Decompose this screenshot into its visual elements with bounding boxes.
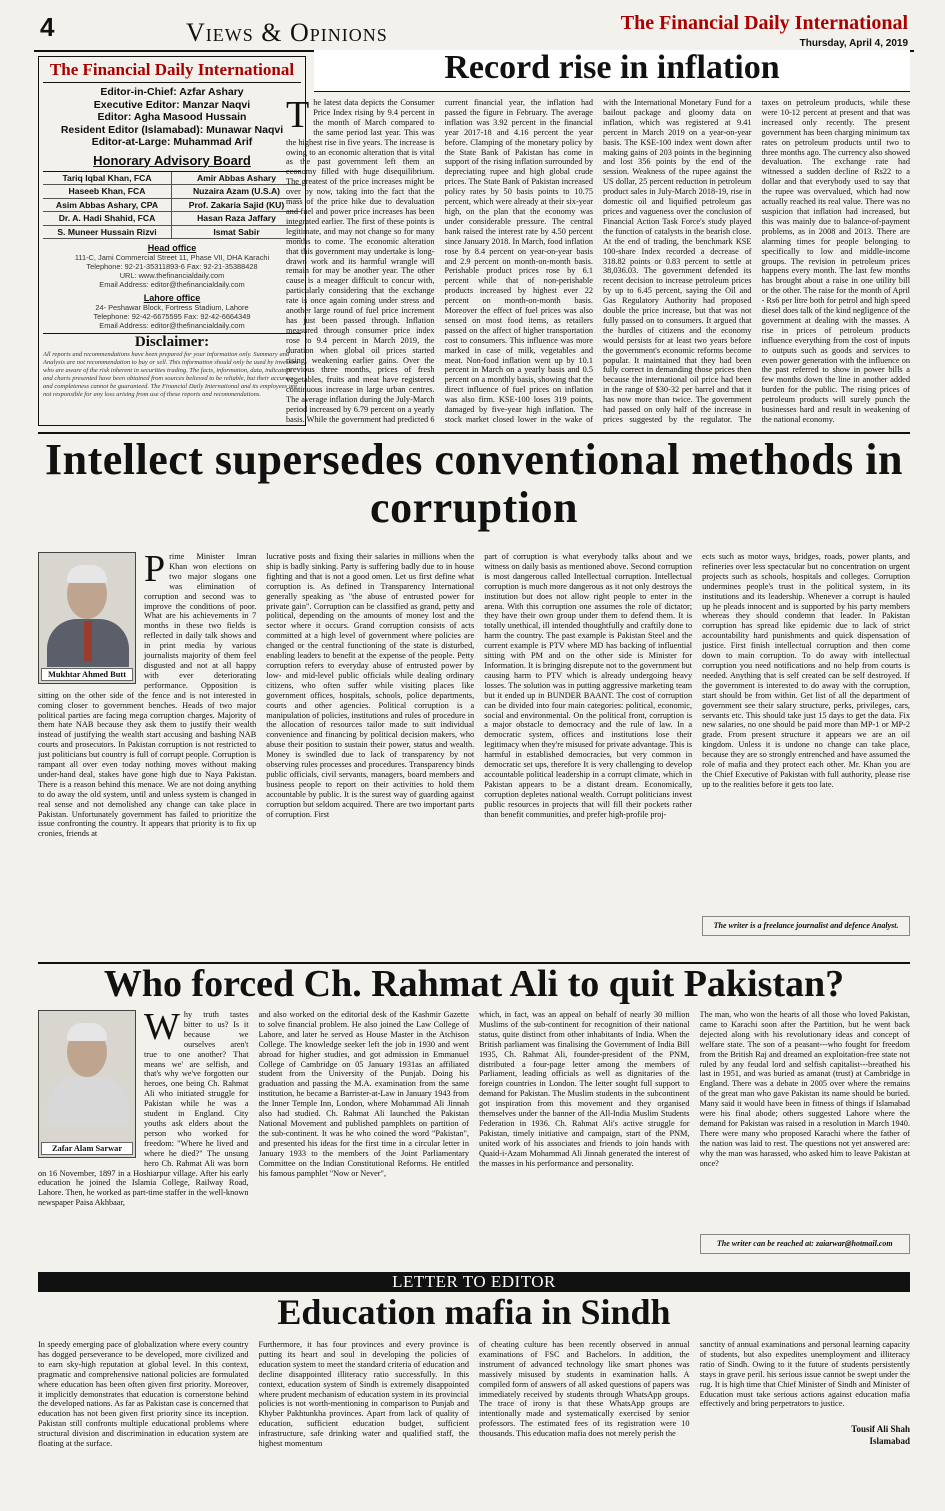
board-member: Tariq Iqbal Khan, FCA [43, 172, 172, 186]
advisory-board-title: Honorary Advisory Board [93, 152, 251, 168]
staff-line: Resident Editor (Islamabad): Munawar Naqvi [60, 123, 284, 136]
signature-name: Tousif Ali Shah [851, 1424, 910, 1435]
board-member: Asim Abbas Ashary, CPA [43, 199, 172, 213]
article-education-body [38, 1340, 910, 1506]
issue-date: Thursday, April 4, 2019 [799, 38, 908, 49]
article-text: ects such as motor ways, bridges, roads, power plants, and refineries over less spectacular but no concentration on urgent projects such as schools, hospitals and colleges. Corruption undermines people's trust in the political system, in its institutions and its leadership. Whenever a corrupt is hauled up he pleads innocent and is supported by his party members whereas they should condemn that leader. In Pakistan corruption has spread like epidemic due to lack of strict accountability hard punishments and quick dispensation of justice. First finish intellectual corruption and then come down to main corruption. To do away with intellectual corruption you need notifications and no help from courts is needed. Anything that is self created can be self destroyed. If the government is interested to do away with the corruption, start should be from within. Get list of all the department of government see their salary structure, perks, privileges, cars, servants etc. This should take just 15 days to get the data. Fix new salaries, no one should be paid more than MP-1 or MP-2 grade. From present structure it appears we are an oil kingdom. Unless it is undone no change can take place, because they are so strongly entrenched and have assumed the role of mafia and they protect each other. Mr. Khan you are the Chief Executive of Pakistan with full authority, please rise up to the realities before it gets too late. [702, 552, 911, 789]
article-column: lucrative posts and fixing their salaries in millions when the ship is badly sinking. Party is suffering badly due to in house fighting and that is not a good omen. Let us first define what corruption is. As defined in Transparency International generally speaking as "the abuse of entrusted power for private gain". Corruption can be classified as grand, petty and political, depending on the amounts of money lost and the sector where it occurs. Grand corruption consists of acts committed at a high level of government where policies are changed or the central functioning of the state is disturbed, enabling leaders to benefit at the expense of the people. Petty corruption refers to everyday abuse of entrusted power by low- and mid-level public officials while dealing ordinary citizens, who often suffer while visiting places like government offices, hospitals, schools, police departments, courts and other agencies. Political corruption is a manipulation of policies, institutions and rules of procedure in the allocation of resources tailor made to suit individual convenience and financing by political decision makers, who abuse their position to sustain their power, status and wealth. Money is swindled due to lack of transparency by not observing rules processes and procedures. Transparency binds public officials, civil servants, managers, board members and business people to report on their activities to hold them accountable by public. It is the surest way of guarding against corruption but seldom acquired. There are two important parts of corruption. First [266, 552, 475, 819]
article-education-headline: Education mafia in Sindh [277, 1292, 671, 1332]
article-text: Prime Minister Imran Khan won elections on two major slogans one was elimination of corruption and second was to improve the conditions of poor. What are his achievements in 7 months in these two fields is reflected in daily talk shows and in print media by various journalists majority of them feel disgusted and not at all happy with ever deteriorating performance. Opposition is sitting on the other side of the fence and is not interested in coming closer to government benches. Heads of two major political parties are facing mega corruption charges. Majority of them hate NAB because they ask them to justify their wealth instead of justifying the wealth start accusing and bashing NAB courts and prosecutors. In Pakistan corruption is not restricted to just politicians but country is full of corrupt people. Corruption is rampant all over even today nothing moves without making under-hand deal, stakes have gone high due to Naya Pakistan. There is a reason behind this menace. We are not doing anything to do away the old system, until and unless system is changed in real sense and not demolished any change can take place in Pakistan. Unfortunately government has failed to prioritize the issue confronting the country. It appears that priority is to fix up cronies, friends at [38, 552, 257, 839]
staff-line: Editor: Agha Masood Hussain [97, 111, 247, 123]
head-office-address: 111-C, Jami Commercial Street 11, Phase VII, DHA Karachi [74, 253, 270, 262]
page-number: 4 [40, 12, 55, 42]
article-column: and also worked on the editorial desk of the Kashmir Gazette to solve financial problem. He also joined the Law College of Lahore, and later he served as House Master in the Atchison College. The knowledge seeker left the job in 1930 and went abroad for higher studies, and got admission in Emmanuel College of Cambridge on 05 January 1931as an affiliated student from the University of the Punjab. Doing his graduation and passing the M.A. examination from the same institution, he became a Barrister-at-Law in January 1943 from the Inner Temple Inn, London, where Mohammad Ali Jinnah also had studied. Ch. Rahmat Ali launched the Pakistan National Movement and published pamphlets on partition of the sub-continent. It was he who coined the word "Pakistan", and presented his ideas for the first time in a circular letter in January 1933 to the members of the Joint Parliamentary Committee on the Indian Constitutional Reforms. He entitled his famous pamphlet "Now or Never", [258, 1010, 469, 1178]
article-column: The latest data depicts the Consumer Price Index rising by 9.4 percent in the month of March compared to the same period last year. This was the highest rise in five years. The increase is owing to an economic alteration that is vital as the past government left them an economy filled with huge disequilibrium. The greatest of the price increases might be over by now, taking into the fact that the mass of the price hike due to devaluation and fuel and power price increases has been integrated earlier. The first of these points is legitimate, and may not change so for many months to come. The economic alteration that this government may undertake is long-drawn work and its harmful wrangle will remain for may be another year. The other cause is a meager difficult to concur with, particularly considering that the exchange rate is once again coming under stress and another large round of fuel price increment has just been passed through. Inflation measured through consumer price index rose to 9.4 percent in March 2019, the duration when global oil prices started rising, weakening earlier gains. Over the previous three months, prices of fresh vegetables, fruits and meat have registered continuous increase in large urban centres. The average inflation during the July-March period increased by 6.79 percent on a yearly basis. While the government had predicted 6 [286, 98, 435, 424]
article-column: with the International Monetary Fund for a bailout package and gloomy data on inflation, which was registered at 9.41 percent in March 2019 on a year-on-year basis. The KSE-100 index went down after making gains of 203 points in the beginning and lost 356 points by the end of the session. Weakness of the rupee against the US dollar, 25 percent reduction in petroleum product sales in July-March 2018-19, rise in domestic oil and liquified petroleum gas prices and vagueness over the conclusion of Financial Action Task Force's study played the function of catalysts in the bearish close. At the end of trading, the benchmark KSE 100-share Index recorded a decrease of 318.82 points or 0.83 percent to settle at 38,036.03. The government defended its recent decision to increase petroleum prices by up to 6.45 percent, saying the Oil and Gas Regulatory Authority had proposed double the price increase, but that was not fully passed on to consumers. It argued that the hurdles of citizens and the economy would persists for at least two years before the government's economic reforms become popular. It maintained that they had been fully correct in demanding those prices then because the international oil price had been in the range of $30-32 per barrel and that it has now more than twice. The government had passed on only half of the increase in prices suggested by the regulator. The [603, 98, 752, 424]
disclaimer-text: All reports and recommendations have been prepared for your information only. Summary and Analysis are not recommendation to buy or sell. This information should only be used by investors who are aware of the risk inherent in securities trading. The facts, information, data, indicators and charts presented have been obtained from sources believed to be reliable, but their accuracy and completeness cannot be guaranteed. The Financial Daily International and its employees are not responsible for any loss arising from use of these reports and recommendations. [43, 351, 299, 398]
head-office-title: Head office [147, 243, 197, 253]
article-text: Why truth tastes bitter to us? Is it because we ourselves aren't true to one another? That means we' are selfish, and that's why we've forgotten our heroes, one being Ch. Rahmat Ali who initiated struggle for Pakistan while he was a student in England. City youths ask elders about the person who worked for freedom: "Where he lived and where he died?" The unsung hero Ch. Rahmat Ali was born on 16 November, 1897 in a Hoshiarpur village. After his early education he joined the Islamia College, Railway Road, Lahore. Then, he worked as part-time staffer in the well-known newspaper Paisa Akhbaar, [38, 1010, 249, 1208]
lahore-office-email: Email Address: editor@thefinancialdaily.com [99, 321, 245, 330]
board-member: Hasan Raza Jaffary [172, 212, 301, 226]
author-photo [38, 1010, 136, 1158]
article-inflation-body [286, 98, 910, 426]
advisory-board [43, 171, 301, 240]
author-photo [38, 552, 136, 684]
imprint-box [38, 56, 306, 426]
imprint-paper-name: The Financial Daily International [43, 60, 301, 83]
letter-to-editor-banner: LETTER TO EDITOR [38, 1272, 910, 1292]
article-column: which, in fact, was an appeal on behalf of nearly 30 million Muslims of the sub-continent for recognition of their national status, quite distinct from other inhabitants of India. When the British parliament was finalising the Government of India Bill 1935, Ch. Rahmat Ali, founder-president of the PNM, distributed a four-page letter among the members of Parliament, leading officials as well as dignitaries of the foreign countries in London. The letter sought full support to demand for Pakistan. The Muslim students in the subcontinent got inspiration from this movement and they organised themselves under the banner of the All-India Muslim Students Federation in 1936. Ch. Rahmat Ali's active struggle for Pakistan, timely initiative and campaign, start of the PNM, united work of his associates and friends to join hands with Quaid-i-Azam Mohammad Ali Jinnah generated the interest of the masses in his performance and personality. [479, 1010, 690, 1168]
head-office-email: Email Address: editor@thefinancialdaily.com [99, 280, 245, 289]
article-column [702, 552, 910, 956]
lahore-office-title: Lahore office [143, 293, 201, 303]
author-caption: Zafar Alam Sarwar [41, 1142, 133, 1155]
article-rahmat-ali-body [38, 1010, 910, 1266]
head-office-phone: Telephone: 92-21-35311893-6 Fax: 92-21-35388428 [86, 262, 258, 271]
board-member: Ismat Sabir [172, 226, 301, 240]
article-column: of cheating culture has been recently observed in annual examinations of FSC and Bachelors. In addition, the instrument of advanced technology like smart phones was massively misused by students in examination halls. A compiled form of answers of all asked questions of papers was immediately received by students through WhatsApp groups. The trace of irony is that these WhatsApp groups are intentionally made and systematically exercised by senior professors. The estimated fees of its registration were 10 thousands. This education mafia does not merely perish the [479, 1340, 690, 1439]
article-corruption-headline: Intellect supersedes conventional methods in corruption [45, 435, 903, 532]
article-inflation-headline: Record rise in inflation [314, 50, 910, 92]
board-member: Amir Abbas Ashary [172, 172, 301, 186]
section-title: Views & Opinions [186, 18, 388, 47]
article-column: taxes on petroleum products, while these were 10-12 percent at present and that was increased only recently. The present government has been charging minimum tax rates on petroleum products until two to three months ago. The currency also showed devaluation. The exchange rate had witnessed a sudden decline of Rs22 to a dollar and that everybody used to say that the rupee was overvalued, which had now actually reached its real value. There was no suspicion that inflation had increased, but this was mainly due to balance-of-payment problems, as in 2008 and 2013. There are alarming times for people belonging to specifically to low and middle-income groups. The revision in petroleum prices happens every month. The last few months has brought about a raise in one utility bill or the other. The raise for the month of April - Rs6 per litre both for petrol and high speed diesel does talk of the kind negligence of the government at dealing with the masses. A rise in prices of petroleum products influence everything from the cost of inputs to outputs such as goods and services to even power generation with the influence on the past referred to show in power bills a few months down the line in another added burden for the public. The rising prices of petroleum products will surely punch the businesses hard and result in weakening of the national economy. [761, 98, 910, 424]
article-corruption-body [38, 552, 910, 956]
article-column [700, 1340, 911, 1506]
article-column: Furthermore, it has four provinces and every province is putting its heart and soul in developing the policies of education system to meet the standard criteria of education and decline disappointed illiteracy ratio successfully. In this context, education system of Sindh is extremely disappointed where prudent mechanism of education system in its provincial policies is not worth-mentioning in comparison to Punjab and Khyber Pakhtunkha provinces. Apart from lack of quality of education, sufficient education budget, sufficient infrastructure, safe drinking water and qualified staff, the highest momentum [258, 1340, 469, 1449]
article-column [38, 1010, 249, 1266]
article-text: sanctity of annual examinations and personal learning capacity of students, but also expedites unemployment and illiteracy ratio of Sindh. Owing to it the future of students persistently stays in grave peril. his serious issue cannot be swept under the rug. It is high time that Chief Minister of Sindh and Minister of Education must take serious actions against education mafia effectively and bring perpetrators to justice. [699, 1340, 910, 1409]
staff-line: Editor-in-Chief: Azfar Ashary [100, 86, 244, 98]
article-column: In speedy emerging pace of globalization where every country has dogged perseverance to be developed, more civilized and to earn sky-high reputation at global level. In this context, pragmatic and comprehensive national policies are formulated where education has been often given first priority. Moreover, it implicitly demonstrates that education is cornerstone behind the developed nations. As far as Pakistan case is concerned that education has not been given first priority since its inception. Pakistan still confronts multiple educational problems where structural division and discrimination in education system are floating at the surface. [38, 1340, 249, 1449]
head-office-url: URL: www.thefinancialdaily.com [119, 271, 225, 280]
staff-line: Executive Editor: Manzar Naqvi [93, 98, 251, 111]
article-column: part of corruption is what everybody talks about and we witness on daily basis as mentioned above. Second corruption is most dangerous called Intellectual corruption. Intellectual corruption is much more dangerous as it not only destroys the institution but does not allow right people to enter in the arena. With this corruption one assumes the role of dictator; they have their own group under them to defend them. It is totally unethical, ill intended thoughtfully and craftily done to harm the country. The past example is Pakistan Steel and the current example is PTV where MD has backing of influential sitting with PM and on the other side is Minister for Information. It is bringing disrepute not to the government but causing harm to PTV which is already undergoing heavy losses. The solution was in putting aggressive marketing team but it ended up in BUNDER BAANT. The cost of corruption can be divided into four main categories: political, economic, social and environmental. On the political front, corruption is a major obstacle to democracy and the rule of law. In a democratic system, offices and institutions lose their legitimacy when they're misused for private advantage. This is harmful in established democracies, but very common in democratic set ups, therefore It is very challenging to develop accountable political leadership in a corrupt climate, which in Pakistan appears to be a distant dream. Economically, corruption depletes national wealth. Corrupt politicians invest public resources in projects that will fill their pockets rather than benefit communities, and prefer high-profile proj- [484, 552, 693, 819]
article-column [38, 552, 256, 956]
board-member: Haseeb Khan, FCA [43, 185, 172, 199]
paper-name: The Financial Daily International [620, 12, 908, 34]
author-caption: Mukhtar Ahmed Butt [41, 668, 133, 681]
article-column: current financial year, the inflation had passed the figure in February. The average inflation was 3.92 percent in the financial year 2017-18 and 4.16 percent the year before. Clamping of the monetary policy by the State Bank of Pakistan has come in support of the rising inflation surrounded by depreciating rupee and high global crude prices. The State Bank of Pakistan increased policy rates by 50 basis points to 10.75 percent, which were already at their six-year high, on the plan that the economy was under considerable pressure. The central bank raised the interest rate by 4.50 percent since January 2018. In March, food inflation rose by 8.4 percent on year-on-year basis and 2.9 percent on month-on-month basis. Perishable product prices rose by 6.1 percent while that of non-perishable products increased by highest ever 22 percent on month-on-month basis. Moreover the effect of fuel prices was also sensed on most food items, as retailers passed on the affect of higher transportation cost to consumers. This influence was more marked in case of milk, vegetables and meat. Non-food inflation went up by 10.1 percent in March on a yearly basis and 0.5 percent on a monthly basis, showing that the direct influence of fuel prices on inflation was also firm. KSE-100 loses 319 points, damaged by five-year high inflation. The stock market closed lower in the wake of [444, 98, 593, 424]
page-masthead [34, 8, 914, 52]
board-member: S. Muneer Hussain Rizvi [43, 226, 172, 240]
article-rahmat-ali-headline: Who forced Ch. Rahmat Ali to quit Pakistan? [103, 963, 845, 1005]
board-member: Dr. A. Hadi Shahid, FCA [43, 212, 172, 226]
letter-signature [700, 1423, 911, 1447]
writer-note: The writer is a freelance journalist and defence Analyst. [702, 916, 910, 936]
board-member: Prof. Zakaria Sajid (KU) [172, 199, 301, 213]
section-divider [38, 432, 910, 434]
lahore-office-address: 24- Peshawar Block, Fortress Stadium, Lahore [95, 303, 249, 312]
article-column [700, 1010, 911, 1266]
staff-line: Editor-at-Large: Muhammad Arif [91, 136, 253, 148]
lahore-office-phone: Telephone: 92-42-6675595 Fax: 92-42-6664349 [93, 312, 251, 321]
signature-place: Islamabad [869, 1436, 910, 1447]
writer-note: The writer can be reached at: zaiarwar@hotmail.com [700, 1234, 911, 1254]
disclaimer-title: Disclaimer: [43, 333, 301, 351]
board-member: Nuzaira Azam (U.S.A) [172, 185, 301, 199]
article-text: The man, who won the hearts of all those who loved Pakistan, came to Karachi soon after the Partition, but he went back dejected along with his revolutionary ideas and concept of welfare state. The son of a peasant---who fought for freedom from the British Raj and dreamed an exploitation-free state not ruled by any feudal lord and selfish capitalist---breathed his last in 1951, and was buried as amanat (trust) at Cambridge in England. There was a debate in 2005 over where the remains of the great man who gave Pakistan its name should be buried. Many said it would have been in fitness of things if Islamabad were his final abode; others suggested Lahore where the demand for Pakistan was raised in a resolution in March 1940. There were many who proposed Karachi where the father of the nation was laid to rest. The questions not yet answered are: why the man was harassed, who asked him to leave Pakistan at once? [699, 1010, 910, 1168]
